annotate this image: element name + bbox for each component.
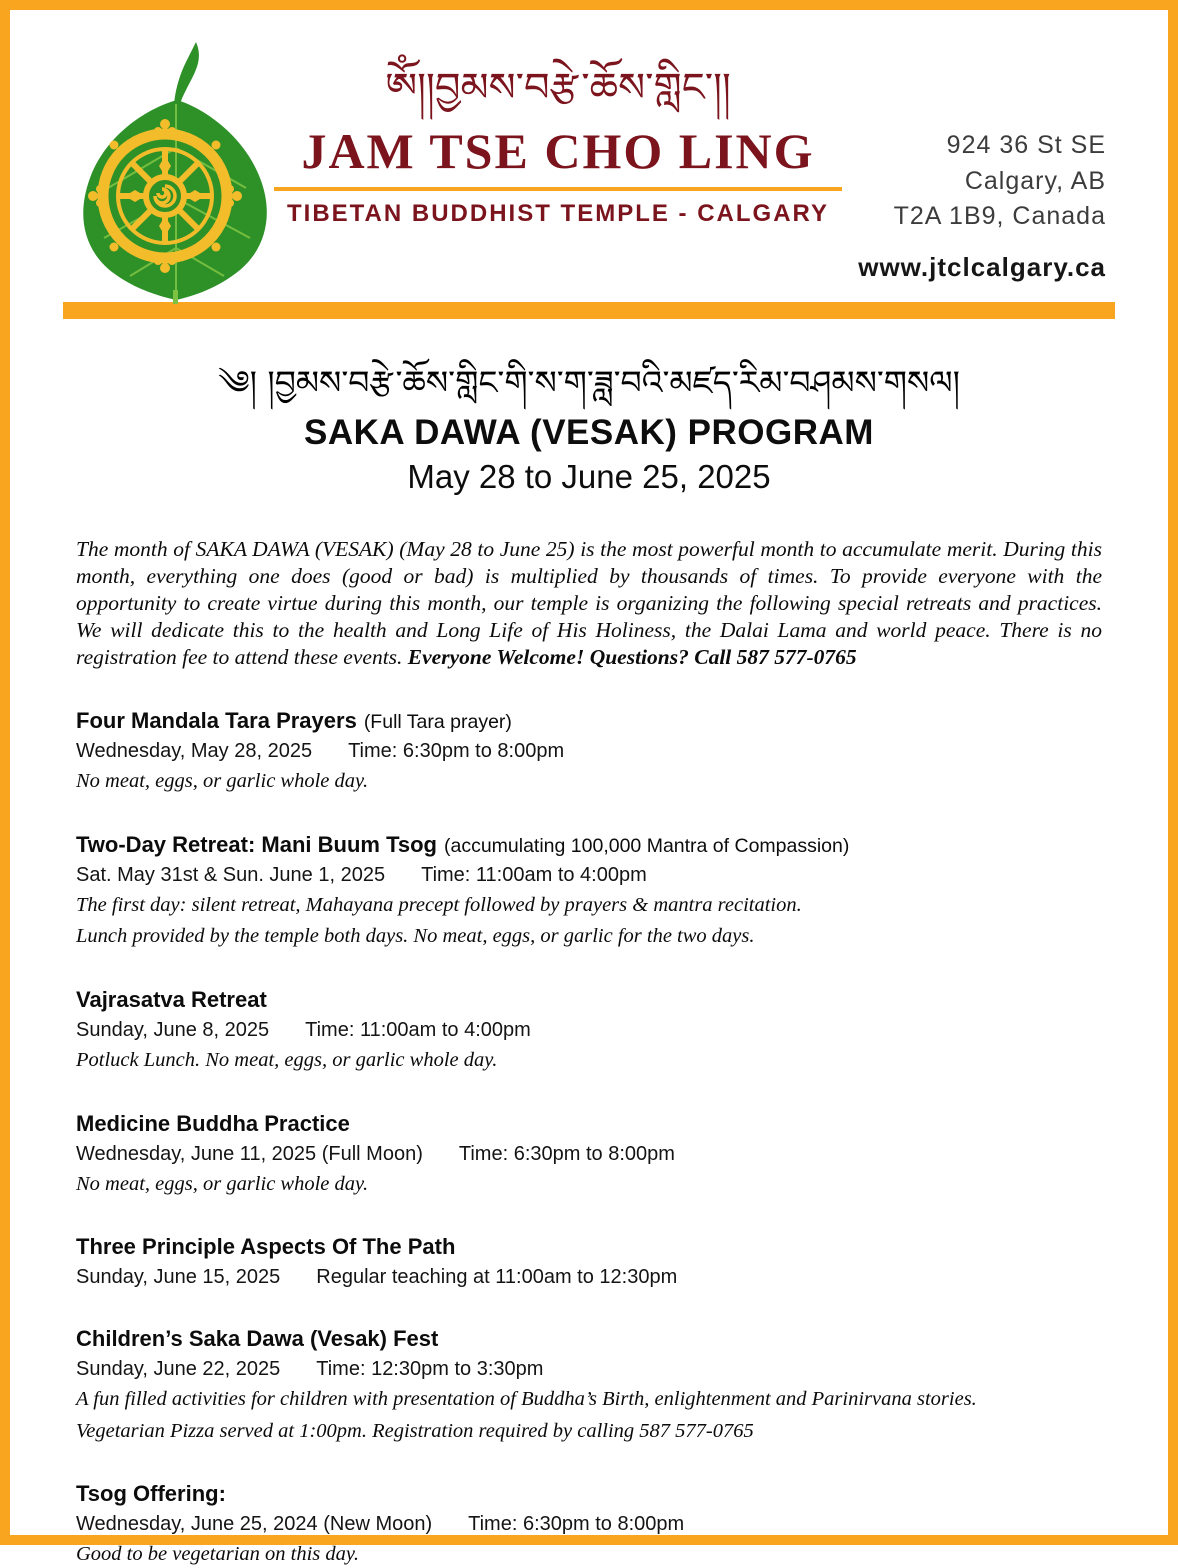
tibetan-program-line: ༄། །བྱམས་བརྩེ་ཆོས་གླིང་གི་ས་ག་ཟླ་བའི་མཛད་རིམ་བཤམས་གསལ། bbox=[218, 363, 960, 402]
address-line: Calgary, AB bbox=[964, 166, 1106, 195]
temple-logo-icon bbox=[78, 38, 274, 304]
event-title bbox=[76, 1111, 1102, 1137]
event-title-text: Vajrasatva Retreat bbox=[76, 986, 267, 1012]
event-datetime bbox=[76, 1266, 1102, 1289]
org-name: JAM TSE CHO LING bbox=[301, 123, 815, 179]
event-time: Regular teaching at 11:00am to 12:30pm bbox=[316, 1266, 678, 1289]
event-time: Time: 11:00am to 4:00pm bbox=[305, 1018, 531, 1041]
event-time: Time: 6:30pm to 8:00pm bbox=[468, 1513, 685, 1536]
event-datetime bbox=[76, 1513, 1102, 1536]
event-childrens-saka-dawa-fest bbox=[76, 1326, 1102, 1444]
event-date: Wednesday, June 11, 2025 (Full Moon) bbox=[76, 1142, 423, 1165]
event-four-mandala-tara-prayers bbox=[76, 708, 1102, 795]
event-note: No meat, eggs, or garlic whole day. bbox=[76, 1172, 369, 1195]
event-datetime bbox=[76, 1019, 1102, 1042]
event-title bbox=[76, 1481, 1102, 1507]
event-title-text: Children’s Saka Dawa (Vesak) Fest bbox=[76, 1326, 439, 1352]
event-title bbox=[76, 987, 1102, 1013]
intro-text: The month of SAKA DAWA (VESAK) (May 28 to June 25) is the most powerful month to accumulate merit. During this month, everything one does (good or bad) is multiplied by thousands of times. To provide everyone with the opportunity to create virtue during this month, our temple is organizing the following special retreats and practices. We will dedicate this to the health and Long Life of His Holiness, the Dalai Lama and world peace. There is no registration fee to attend these events. bbox=[76, 536, 1102, 669]
address-block bbox=[858, 128, 1106, 285]
intro-contact: Everyone Welcome! Questions? Call 587 577-0765 bbox=[407, 644, 857, 669]
event-title bbox=[76, 1234, 1102, 1260]
event-title-text: Three Principle Aspects Of The Path bbox=[76, 1234, 456, 1260]
brand-divider bbox=[274, 187, 842, 191]
event-note: A fun filled activities for children with presentation of Buddha’s Birth, enlightenment and Parinirvana stories. bbox=[76, 1388, 977, 1411]
event-title bbox=[76, 708, 1102, 734]
tibetan-org-name: ༀ།།བྱམས་བརྩེ་ཆོས་གླིང་།། bbox=[385, 65, 731, 111]
program-heading bbox=[10, 363, 1168, 496]
event-title-note: (Full Tara prayer) bbox=[363, 710, 512, 733]
event-title bbox=[76, 1326, 1102, 1352]
event-note: Lunch provided by the temple both days. No meat, eggs, or garlic for the two days. bbox=[76, 925, 755, 948]
event-date: Sunday, June 8, 2025 bbox=[76, 1018, 270, 1041]
program-body bbox=[10, 536, 1168, 1568]
event-datetime bbox=[76, 740, 1102, 763]
brand-block bbox=[272, 58, 844, 228]
event-title-note: (accumulating 100,000 Mantra of Compassion) bbox=[443, 834, 850, 857]
event-datetime bbox=[76, 1143, 1102, 1166]
event-datetime bbox=[76, 1358, 1102, 1381]
event-title-text: Medicine Buddha Practice bbox=[76, 1110, 350, 1136]
event-note: Good to be vegetarian on this day. bbox=[76, 1543, 359, 1566]
letterhead bbox=[10, 10, 1168, 302]
event-two-day-retreat-mani-buum-tsog bbox=[76, 832, 1102, 950]
event-date: Sunday, June 22, 2025 bbox=[76, 1358, 281, 1381]
event-time: Time: 11:00am to 4:00pm bbox=[421, 863, 647, 886]
event-time: Time: 6:30pm to 8:00pm bbox=[348, 739, 565, 762]
event-date: Sat. May 31st & Sun. June 1, 2025 bbox=[76, 863, 386, 886]
event-three-principle-aspects bbox=[76, 1234, 1102, 1289]
event-note: The first day: silent retreat, Mahayana precept followed by prayers & mantra recitation. bbox=[76, 893, 802, 916]
event-time: Time: 6:30pm to 8:00pm bbox=[458, 1142, 675, 1165]
event-note: Vegetarian Pizza served at 1:00pm. Registration required by calling 587 577-0765 bbox=[76, 1419, 754, 1442]
address-line: T2A 1B9, Canada bbox=[893, 202, 1106, 230]
event-date: Sunday, June 15, 2025 bbox=[76, 1266, 281, 1289]
website-url: www.jtclcalgary.ca bbox=[858, 251, 1106, 282]
org-subtitle: TIBETAN BUDDHIST TEMPLE - CALGARY bbox=[287, 200, 829, 227]
address-line: 924 36 St SE bbox=[946, 131, 1106, 159]
event-date: Wednesday, May 28, 2025 bbox=[76, 739, 313, 762]
event-title-text: Two-Day Retreat: Mani Buum Tsog bbox=[76, 831, 437, 857]
event-title-text: Tsog Offering: bbox=[76, 1481, 226, 1507]
program-title: SAKA DAWA (VESAK) PROGRAM bbox=[304, 412, 874, 452]
program-date-range: May 28 to June 25, 2025 bbox=[407, 457, 771, 495]
event-date: Wednesday, June 25, 2024 (New Moon) bbox=[76, 1513, 433, 1536]
event-vajrasatva-retreat bbox=[76, 987, 1102, 1074]
intro-paragraph bbox=[76, 536, 1102, 671]
event-tsog-offering bbox=[76, 1481, 1102, 1568]
event-medicine-buddha-practice bbox=[76, 1111, 1102, 1198]
event-title bbox=[76, 832, 1102, 858]
event-note: No meat, eggs, or garlic whole day. bbox=[76, 769, 369, 792]
event-datetime bbox=[76, 864, 1102, 887]
event-note: Potluck Lunch. No meat, eggs, or garlic whole day. bbox=[76, 1048, 498, 1071]
event-title-text: Four Mandala Tara Prayers bbox=[76, 707, 357, 733]
bodhi-leaf-dharma-wheel-logo bbox=[78, 38, 274, 309]
event-time: Time: 12:30pm to 3:30pm bbox=[316, 1358, 544, 1381]
